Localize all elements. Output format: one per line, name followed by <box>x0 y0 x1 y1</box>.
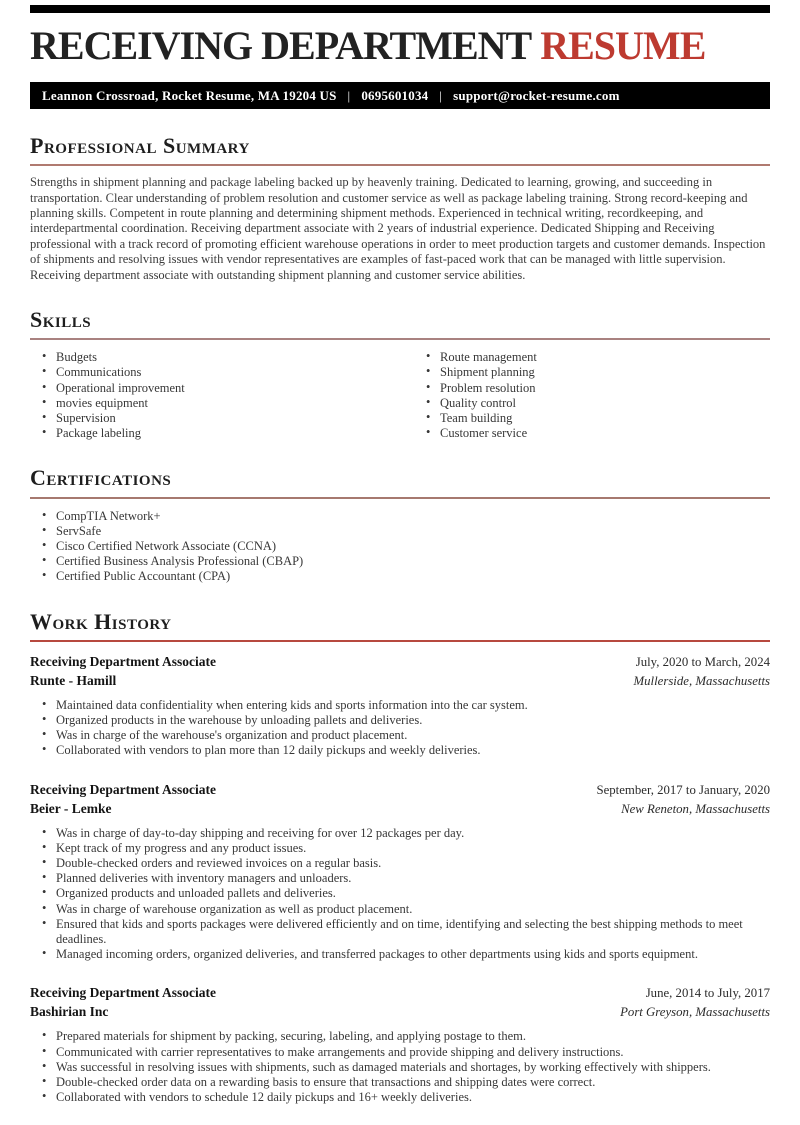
job-bullet: • Was in charge of warehouse organization as well as product placement. <box>42 902 770 917</box>
job-bullet: • Collaborated with vendors to schedule 12 daily pickups and 16+ weekly deliveries. <box>42 1090 770 1105</box>
job-title: Receiving Department Associate <box>30 985 216 1001</box>
job-bullet: • Collaborated with vendors to plan more than 12 daily pickups and weekly deliveries. <box>42 743 770 758</box>
job-bullet: • Managed incoming orders, organized deliveries, and transferred packages to other departments using kids and sports equipment. <box>42 947 770 962</box>
job-bullet: • Planned deliveries with inventory managers and unloaders. <box>42 871 770 886</box>
skills-left-list <box>30 350 414 441</box>
certification-item: • Certified Public Accountant (CPA) <box>42 569 770 584</box>
job-title-row <box>30 782 770 798</box>
job-bullet: • Double-checked orders and reviewed invoices on a regular basis. <box>42 856 770 871</box>
job-dates: July, 2020 to March, 2024 <box>635 654 770 669</box>
section-rule <box>30 164 770 166</box>
skill-item: • Package labeling <box>42 426 414 441</box>
section-professional-summary <box>30 134 770 283</box>
job-entry <box>30 654 770 759</box>
section-certifications <box>30 466 770 584</box>
resume-title <box>30 25 770 67</box>
job-location: New Reneton, Massachusetts <box>621 801 770 816</box>
job-bullet: • Kept track of my progress and any product issues. <box>42 841 770 856</box>
skill-item: • Quality control <box>426 396 770 411</box>
certification-item: • CompTIA Network+ <box>42 509 770 524</box>
job-company-row <box>30 673 770 689</box>
skill-item: • Budgets <box>42 350 414 365</box>
certification-item: • Certified Business Analysis Professional (CBAP) <box>42 554 770 569</box>
job-bullet: • Communicated with carrier representatives to make arrangements and provide shipping and delivery instructions. <box>42 1045 770 1060</box>
job-company-row <box>30 1004 770 1020</box>
summary-text: Strengths in shipment planning and package labeling backed up by heavenly training. Dedicated to learning, growing, and succeeding in transportation. Clear understanding of problem resolution and customer service as well as package labeling training. Strong record-keeping and planning skills. Competent in route planning and determining shipment methods. Experienced in technical writing, recordkeeping, and interdepartmental coordination. Receiving department associate with 2 years of industrial experience. Dedicated Shipping and Receiving professional with a track record of promoting efficient warehouse operations in order to meet production targets and customer demands. Inspection of shipments and resolving issues with vendor representatives are examples of fast-paced work that can be managed with little supervision. Receiving department associate with outstanding shipment planning and customer service abilities. <box>30 175 766 282</box>
jobs-container <box>30 654 770 1106</box>
contact-separator: | <box>347 87 351 103</box>
certification-item: • Cisco Certified Network Associate (CCNA) <box>42 539 770 554</box>
resume-page <box>0 5 800 1125</box>
job-company-row <box>30 801 770 817</box>
skill-item: • movies equipment <box>42 396 414 411</box>
skill-item: • Route management <box>426 350 770 365</box>
contact-separator: | <box>439 87 443 103</box>
job-title-row <box>30 654 770 670</box>
job-entry <box>30 985 770 1105</box>
skill-item: • Team building <box>426 411 770 426</box>
job-company: Runte - Hamill <box>30 672 117 688</box>
skills-columns <box>30 340 770 441</box>
job-company: Beier - Lemke <box>30 800 112 816</box>
job-bullet: • Organized products and unloaded pallets and deliveries. <box>42 886 770 901</box>
resume-title-accent: RESUME <box>540 23 706 68</box>
contact-email[interactable]: support@rocket-resume.com <box>453 87 620 103</box>
skill-item: • Supervision <box>42 411 414 426</box>
section-rule <box>30 497 770 499</box>
job-bullet-list <box>30 698 770 759</box>
job-location: Mullerside, Massachusetts <box>633 673 770 688</box>
job-dates: June, 2014 to July, 2017 <box>645 986 770 1001</box>
job-bullet-list <box>30 1029 770 1105</box>
section-work-history <box>30 610 770 1106</box>
certifications-heading: Certifications <box>30 465 172 491</box>
skills-right-list <box>414 350 770 441</box>
professional-summary-heading: Professional Summary <box>30 133 250 158</box>
job-title: Receiving Department Associate <box>30 781 216 797</box>
skill-item: • Communications <box>42 365 414 380</box>
certification-item: • ServSafe <box>42 524 770 539</box>
job-bullet: • Was successful in resolving issues with shipments, such as damaged materials and shortages, by working effectively with shippers. <box>42 1060 770 1075</box>
skill-item: • Customer service <box>426 426 770 441</box>
job-dates: September, 2017 to January, 2020 <box>596 782 770 797</box>
job-bullet: • Was in charge of the warehouse's organization and product placement. <box>42 728 770 743</box>
job-bullet: • Maintained data confidentiality when entering kids and sports information into the car system. <box>42 698 770 713</box>
top-rule-bar <box>30 5 770 13</box>
contact-bar <box>30 82 770 109</box>
contact-phone: 0695601034 <box>361 87 429 103</box>
job-entry <box>30 782 770 963</box>
work-history-heading: Work History <box>30 608 172 634</box>
section-skills <box>30 308 770 441</box>
job-title: Receiving Department Associate <box>30 653 216 669</box>
skill-item: • Operational improvement <box>42 381 414 396</box>
skill-item: • Problem resolution <box>426 381 770 396</box>
job-bullet: • Prepared materials for shipment by packing, securing, labeling, and applying postage to them. <box>42 1029 770 1044</box>
job-bullet: • Was in charge of day-to-day shipping and receiving for over 12 packages per day. <box>42 826 770 841</box>
job-location: Port Greyson, Massachusetts <box>620 1005 770 1020</box>
job-title-row <box>30 985 770 1001</box>
job-bullet-list <box>30 826 770 963</box>
section-rule <box>30 640 770 642</box>
job-bullet: • Ensured that kids and sports packages were delivered efficiently and on time, identifying and selecting the best shipping methods to meet deadlines. <box>42 917 770 947</box>
skill-item: • Shipment planning <box>426 365 770 380</box>
job-bullet: • Organized products in the warehouse by unloading pallets and deliveries. <box>42 713 770 728</box>
contact-address: Leannon Crossroad, Rocket Resume, MA 19204 US <box>42 87 337 103</box>
job-company: Bashirian Inc <box>30 1004 109 1020</box>
resume-title-main: RECEIVING DEPARTMENT <box>30 23 532 68</box>
certifications-list <box>30 509 770 585</box>
job-bullet: • Double-checked order data on a rewarding basis to ensure that transactions and shipping dates were correct. <box>42 1075 770 1090</box>
skills-heading: Skills <box>30 307 92 333</box>
